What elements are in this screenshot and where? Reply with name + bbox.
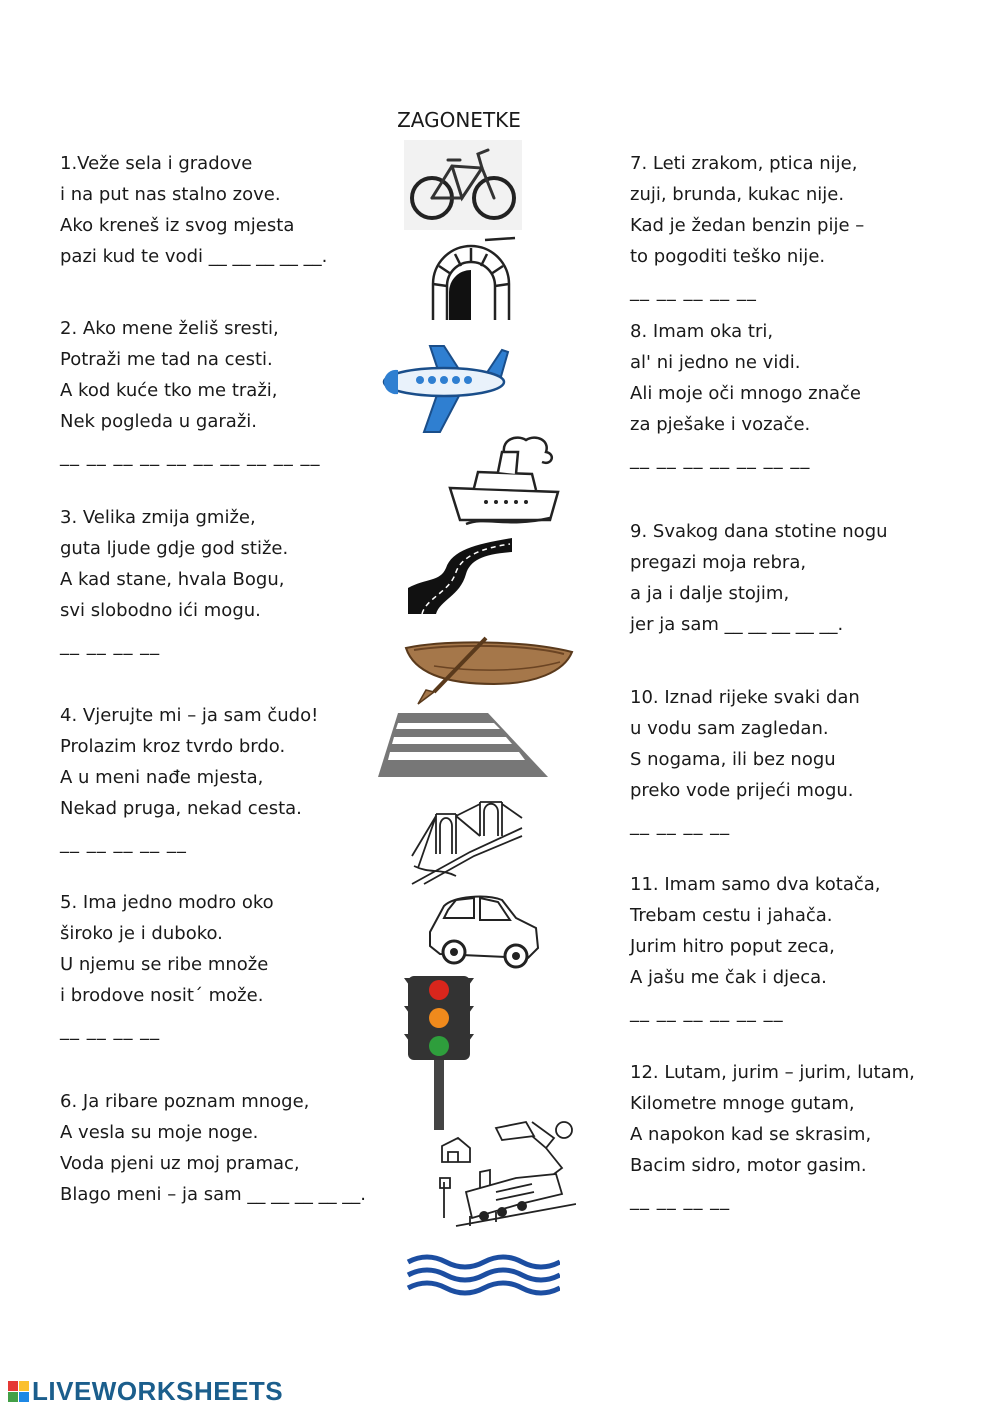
waves-icon[interactable]: [406, 1254, 560, 1296]
brand-logo: [8, 1376, 283, 1407]
answer-blank[interactable]: __ __ __ __ __ __ __: [630, 449, 811, 470]
ship-icon[interactable]: [446, 432, 566, 530]
crosswalk-icon[interactable]: [376, 713, 550, 779]
riddle-4: 4. Vjerujte mi – ja sam čudo! Prolazim kroz tvrdo brdo. A u meni nađe mjesta, Nekad pruga, nekad cesta. __ __ __ __ __: [60, 700, 318, 864]
riddle-2: 2. Ako mene želiš sresti, Potraži me tad na cesti. A kod kuće tko me traži, Nek pogleda u garaži. __ __ __ __ __ __ __ __ __ __: [60, 313, 321, 477]
riddle-6: 6. Ja ribare poznam mnoge, A vesla su moje noge. Voda pjeni uz moj pramac, Blago meni – ja sam __ __ __ __ __.: [60, 1091, 367, 1205]
answer-blank[interactable]: __ __ __ __ __ __ __ __ __ __: [60, 446, 321, 467]
answer-blank[interactable]: __ __ __ __ __ __: [630, 1002, 784, 1023]
riddle-9: 9. Svakog dana stotine nogu pregazi moja rebra, a ja i dalje stojim, jer ja sam __ __ __ __ __.: [630, 521, 888, 635]
page-title: ZAGONETKE: [397, 108, 521, 132]
riddle-1: 1.Veže sela i gradove i na put nas stalno zove. Ako kreneš iz svog mjesta pazi kud te vodi __ __ __ __ __.: [60, 153, 328, 267]
riddle-12: 12. Lutam, jurim – jurim, lutam, Kilometre mnoge gutam, A napokon kad se skrasim, Bacim sidro, motor gasim. __ __ __ __: [630, 1057, 915, 1221]
car-icon[interactable]: [424, 888, 544, 972]
bridge-icon[interactable]: [410, 796, 524, 886]
logo-mark-icon: [8, 1381, 29, 1402]
airplane-icon[interactable]: [380, 340, 510, 438]
brand-name: LIVEWORKSHEETS: [32, 1376, 284, 1406]
answer-blank[interactable]: __ __ __ __: [630, 815, 731, 836]
riddle-8: 8. Imam oka tri, al' ni jedno ne vidi. Ali moje oči mnogo znače za pješake i vozače. __ __ __ __ __ __ __: [630, 316, 861, 480]
train-icon[interactable]: [436, 1108, 576, 1228]
traffic-light-icon[interactable]: [404, 970, 474, 1130]
answer-blank[interactable]: __ __ __ __ __: [630, 281, 757, 302]
riddle-11: 11. Imam samo dva kotača, Trebam cestu i jahača. Jurim hitro poput zeca, A jašu me čak i djeca. __ __ __ __ __ __: [630, 869, 881, 1033]
road-icon[interactable]: [406, 538, 514, 616]
bicycle-icon[interactable]: [404, 140, 522, 230]
riddle-10: 10. Iznad rijeke svaki dan u vodu sam zagledan. S nogama, ili bez nogu preko vode prijeći mogu. __ __ __ __: [630, 682, 860, 846]
answer-blank[interactable]: __ __ __ __: [60, 1020, 161, 1041]
answer-blank[interactable]: __ __ __ __: [60, 635, 161, 656]
answer-blank[interactable]: __ __ __ __ __: [60, 833, 187, 854]
answer-blank[interactable]: __ __ __ __: [630, 1190, 731, 1211]
tunnel-icon[interactable]: [425, 236, 520, 326]
riddle-3: 3. Velika zmija gmiže, guta ljude gdje god stiže. A kad stane, hvala Bogu, svi slobodno ići mogu. __ __ __ __: [60, 502, 288, 666]
rowboat-icon[interactable]: [404, 636, 574, 706]
riddle-5: 5. Ima jedno modro oko široko je i duboko. U njemu se ribe množe i brodove nosit´ može. __ __ __ __: [60, 887, 274, 1051]
riddle-7: 7. Leti zrakom, ptica nije, zuji, brunda, kukac nije. Kad je žedan benzin pije – to pogoditi teško nije. __ __ __ __ __: [630, 148, 864, 312]
